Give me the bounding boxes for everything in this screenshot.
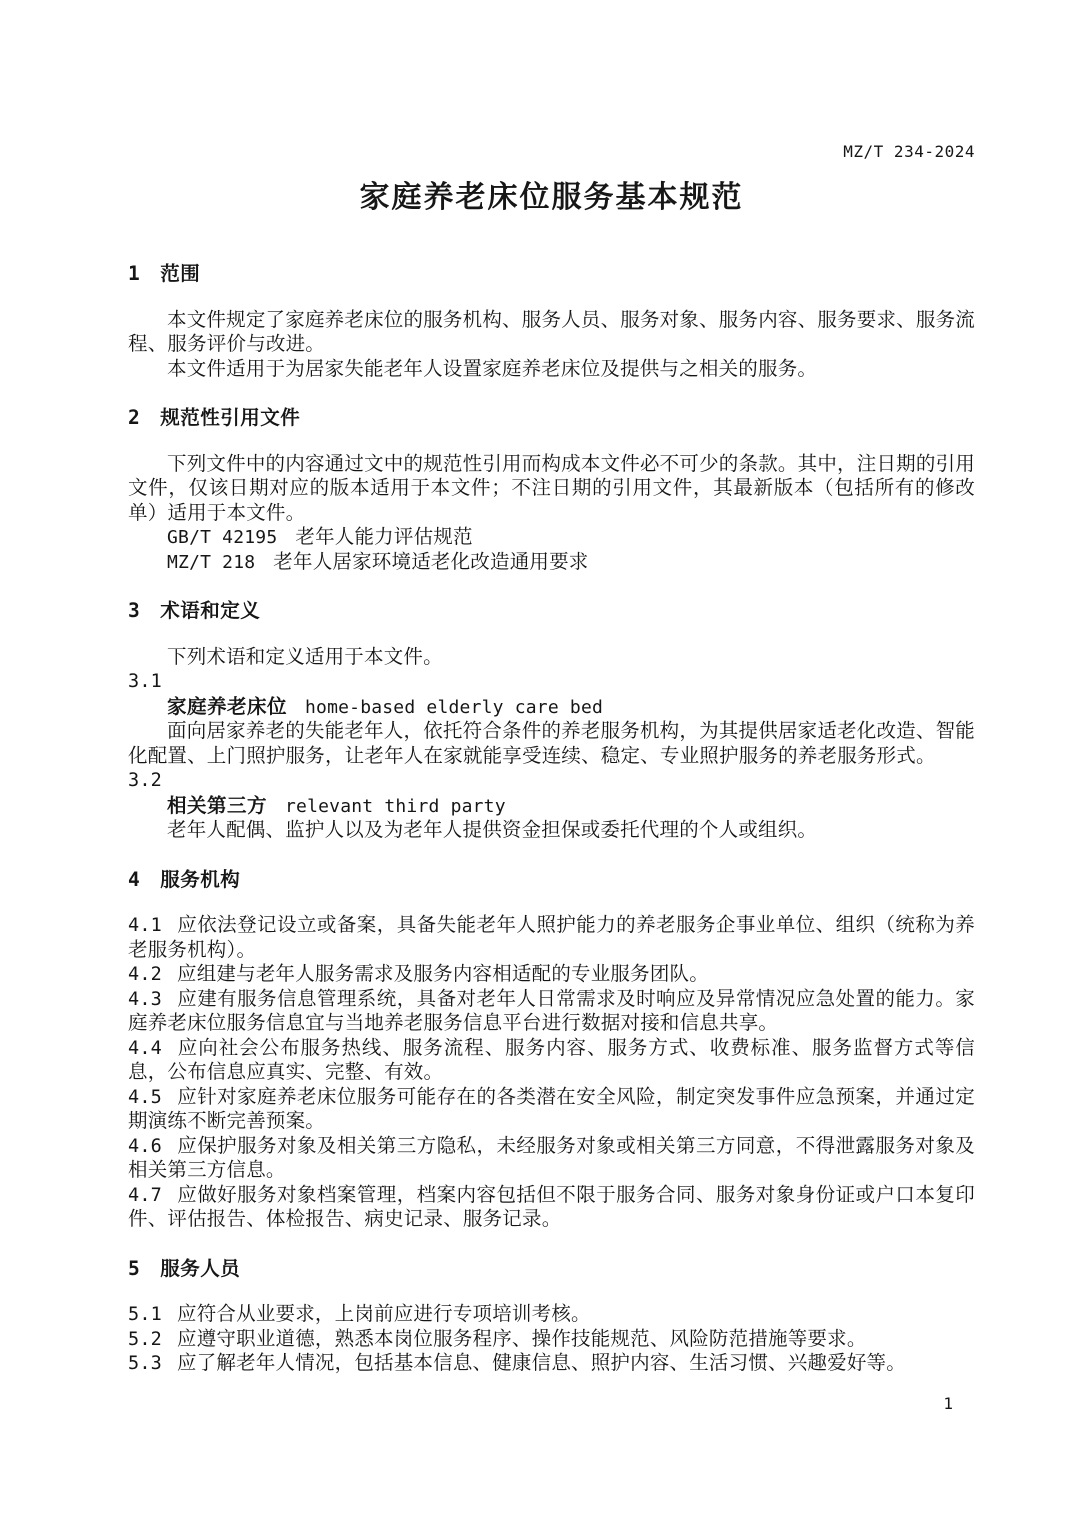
document-content (128, 142, 975, 1377)
section-number: 2 (128, 406, 141, 429)
reference-title: 老年人居家环境适老化改造通用要求 (273, 551, 589, 573)
section-2 (128, 406, 975, 575)
clause (128, 1352, 975, 1377)
reference-code: MZ/T 218 (167, 551, 256, 573)
section-heading (128, 262, 975, 287)
clause (128, 988, 975, 1037)
clause-text: 应建有服务信息管理系统，具备对老年人日常需求及时响应及异常情况应急处置的能力。家庭养老床位服务信息宜与当地养老服务信息平台进行数据对接和信息共享。 (128, 988, 975, 1034)
clause-number: 4.1 (128, 915, 163, 936)
clause-text: 应做好服务对象档案管理，档案内容包括但不限于服务合同、服务对象身份证或户口本复印件、评估报告、体检报告、病史记录、服务记录。 (128, 1184, 975, 1230)
term-entry (128, 695, 975, 721)
section-4 (128, 868, 975, 1233)
term-name-zh: 相关第三方 (167, 794, 268, 817)
normative-reference (128, 526, 975, 551)
clause-text: 应依法登记设立或备案，具备失能老年人照护能力的养老服务企事业单位、组织（统称为养老服务机构）。 (128, 915, 975, 961)
clause-text: 应遵守职业道德，熟悉本岗位服务程序、操作技能规范、风险防范措施等要求。 (177, 1328, 867, 1350)
section-number: 4 (128, 867, 141, 891)
term-name-en: relevant third party (285, 795, 506, 817)
term-number: 3.2 (128, 770, 163, 791)
sections-container (128, 262, 975, 1377)
section-title: 服务机构 (160, 868, 241, 891)
clause (128, 1303, 975, 1328)
clause-number: 4.7 (128, 1184, 163, 1206)
clause-number: 5.3 (128, 1353, 163, 1374)
section-3 (128, 599, 975, 844)
paragraph: 本文件适用于为居家失能老年人设置家庭养老床位及提供与之相关的服务。 (167, 358, 818, 380)
section-1 (128, 262, 975, 382)
section-heading (128, 868, 975, 893)
clause (128, 1135, 975, 1184)
section-number: 1 (128, 262, 141, 285)
clause-text: 应了解老年人情况，包括基本信息、健康信息、照护内容、生活习惯、兴趣爱好等。 (177, 1353, 906, 1374)
section-heading (128, 1257, 975, 1282)
clause-number: 5.1 (128, 1304, 163, 1325)
section-title: 服务人员 (160, 1257, 241, 1280)
term-definition: 面向居家养老的失能老年人，依托符合条件的养老服务机构，为其提供居家适老化改造、智能化配置、上门照护服务，让老年人在家就能享受连续、稳定、专业照护服务的养老服务形式。 (128, 721, 975, 767)
section-title: 术语和定义 (160, 600, 261, 622)
clause (128, 1037, 975, 1086)
section-title: 范围 (160, 263, 201, 285)
section-heading (128, 406, 975, 431)
term-number: 3.1 (128, 671, 163, 692)
reference-title: 老年人能力评估规范 (295, 527, 473, 548)
clause-number: 4.5 (128, 1086, 163, 1108)
clause-text: 应向社会公布服务热线、服务流程、服务内容、服务方式、收费标准、服务监督方式等信息，公布信息应真实、完整、有效。 (128, 1037, 975, 1083)
term-definition: 老年人配偶、监护人以及为老年人提供资金担保或委托代理的个人或组织。 (167, 820, 818, 841)
clause-text: 应组建与老年人服务需求及服务内容相适配的专业服务团队。 (177, 964, 709, 985)
clause-text: 应符合从业要求，上岗前应进行专项培训考核。 (177, 1304, 591, 1325)
clause-text: 应针对家庭养老床位服务可能存在的各类潜在安全风险，制定突发事件应急预案，并通过定期演练不断完善预案。 (128, 1086, 975, 1132)
clause (128, 1184, 975, 1233)
clause-number: 5.2 (128, 1328, 163, 1350)
clause (128, 1086, 975, 1135)
clause-number: 4.2 (128, 964, 163, 985)
section-heading (128, 599, 975, 624)
page-number: 1 (943, 1394, 953, 1413)
clause-number: 4.4 (128, 1037, 163, 1059)
clause-text: 应保护服务对象及相关第三方隐私，未经服务对象或相关第三方同意，不得泄露服务对象及相关第三方信息。 (128, 1135, 975, 1181)
reference-code: GB/T 42195 (167, 527, 278, 548)
paragraph: 下列文件中的内容通过文中的规范性引用而构成本文件必不可少的条款。其中，注日期的引用文件，仅该日期对应的版本适用于本文件；不注日期的引用文件，其最新版本（包括所有的修改单）适用于本文件。 (128, 453, 975, 524)
section-number: 3 (128, 599, 141, 622)
clause (128, 1328, 975, 1353)
clause-number: 4.6 (128, 1135, 163, 1157)
clause (128, 914, 975, 963)
clause (128, 963, 975, 988)
section-title: 规范性引用文件 (160, 407, 301, 429)
term-entry (128, 794, 975, 820)
section-number: 5 (128, 1256, 141, 1280)
standard-number: MZ/T 234-2024 (843, 142, 975, 161)
term-name-zh: 家庭养老床位 (167, 695, 288, 718)
term-name-en: home-based elderly care bed (305, 696, 604, 718)
clause-number: 4.3 (128, 988, 163, 1010)
paragraph: 本文件规定了家庭养老床位的服务机构、服务人员、服务对象、服务内容、服务要求、服务流程、服务评价与改进。 (128, 309, 975, 355)
section-5 (128, 1257, 975, 1377)
paragraph: 下列术语和定义适用于本文件。 (167, 646, 443, 668)
document-title: 家庭养老床位服务基本规范 (359, 181, 744, 214)
normative-reference (128, 551, 975, 576)
